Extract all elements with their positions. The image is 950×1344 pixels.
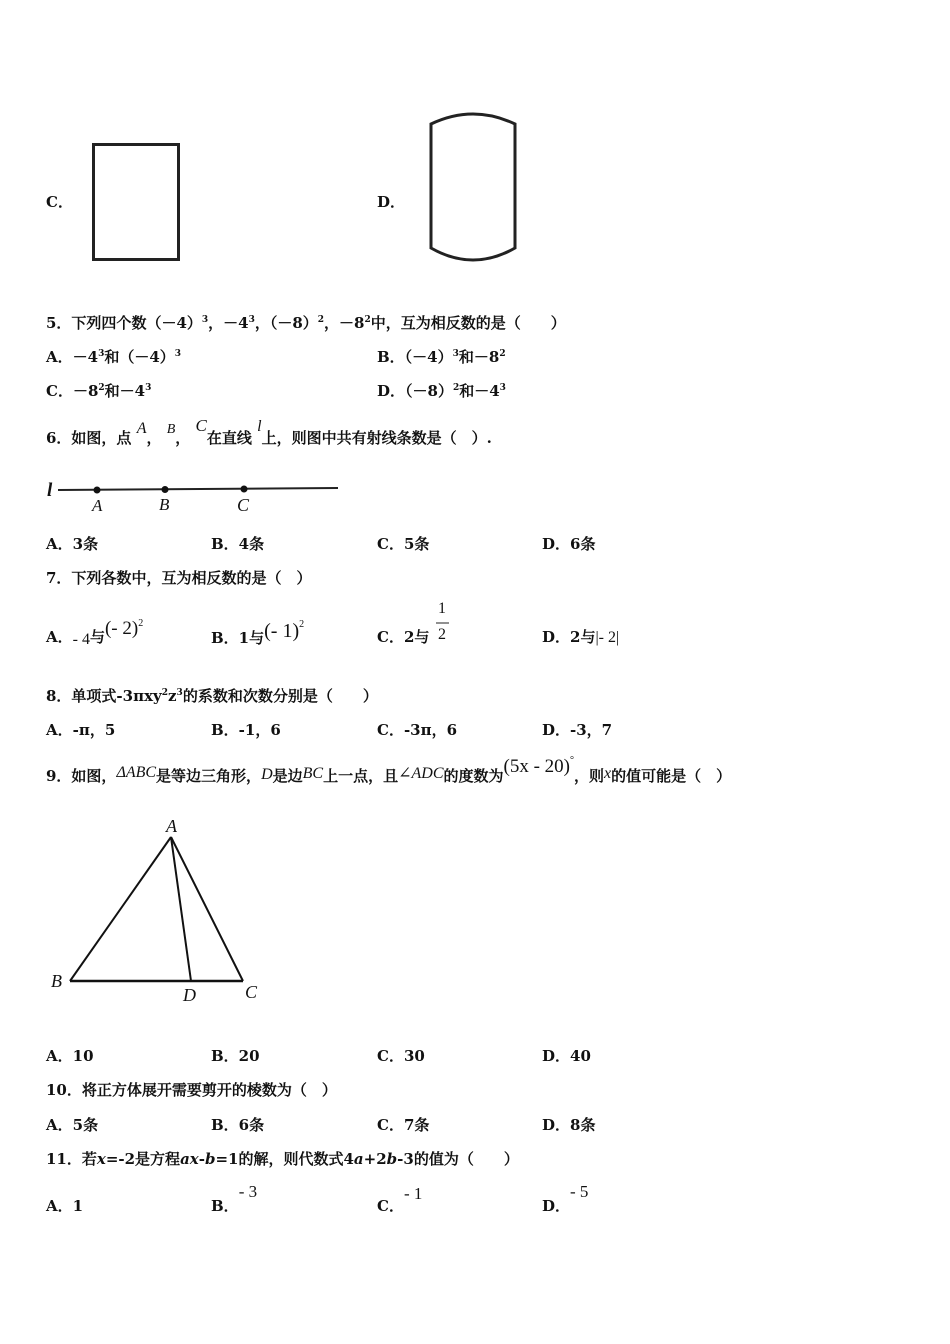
- q5-option-d[interactable]: D．$(-8)^2$和$-4^3$: [377, 382, 506, 400]
- point-d-label: D: [183, 985, 196, 1005]
- q7-option-a[interactable]: A．- 4与(- 2)$^2$: [46, 618, 144, 648]
- q10-option-a[interactable]: A．5条: [46, 1116, 99, 1134]
- question-6-stem: 6．如图，点 A， B， C在直线 l上，则图中共有射线条数是（ ）.: [46, 416, 492, 447]
- q6-option-b[interactable]: B．4条: [211, 535, 265, 553]
- q10-option-d[interactable]: D．8条: [542, 1116, 596, 1134]
- q9-option-a[interactable]: A．10: [46, 1047, 94, 1065]
- question-8-stem: 8．单项式$-3\pi xy^2z^3$的系数和次数分别是（ ）: [46, 687, 378, 705]
- question-7-stem: 7．下列各数中，互为相反数的是（ ）: [46, 569, 312, 587]
- question-10-stem: 10．将正方体展开需要剪开的棱数为（ ）: [46, 1081, 337, 1099]
- q11-option-d[interactable]: D．- 5: [542, 1182, 589, 1215]
- point-a-label: A: [92, 496, 103, 515]
- q5-option-a[interactable]: A．$-4^3$和$(-4)^3$: [46, 348, 182, 366]
- q9-option-d[interactable]: D．40: [542, 1047, 591, 1065]
- point-c-label: C: [237, 495, 250, 515]
- q8-option-d[interactable]: D．-3，7: [542, 721, 613, 739]
- q8-option-a[interactable]: A．-π，5: [46, 721, 116, 739]
- fraction-denominator: 2: [438, 626, 446, 643]
- q6-option-c[interactable]: C．5条: [377, 535, 430, 553]
- line-l-label: l: [47, 480, 53, 501]
- q11-option-c[interactable]: C．- 1: [377, 1184, 423, 1215]
- question-9-stem: 9．如图，ΔABC是等边三角形，D是边BC上一点，且∠ADC的度数为(5x - 20)°，则x的值可能是（ ）: [46, 755, 732, 785]
- fraction-bar: [436, 622, 450, 624]
- option-d-label: D．: [377, 193, 406, 211]
- rectangle-shape-figure: [92, 143, 182, 263]
- q11-option-a[interactable]: A．1: [46, 1197, 84, 1215]
- q6-option-d[interactable]: D．6条: [542, 535, 596, 553]
- question-5-stem: 5．下列四个数$(-4)^3$，$-4^3$，$(-8)^2$，$-8^2$中，互为相反数的是（ ）: [46, 314, 566, 332]
- q7-option-d[interactable]: D．2与|- 2|: [542, 628, 620, 646]
- point-b-label: B: [159, 495, 170, 514]
- q10-option-b[interactable]: B．6条: [211, 1116, 265, 1134]
- option-c-label: C．: [46, 193, 73, 211]
- q11-option-b[interactable]: B．- 3: [211, 1182, 258, 1215]
- line-with-points-figure: [46, 478, 346, 523]
- q7-option-c-label[interactable]: C．2与: [377, 628, 430, 646]
- q8-option-b[interactable]: B．-1，6: [211, 721, 281, 739]
- fraction-numerator: 1: [438, 600, 446, 617]
- vertex-a-label: A: [166, 816, 177, 836]
- q5-option-b[interactable]: B．$(-4)^3$和$-8^2$: [377, 348, 506, 366]
- q9-option-b[interactable]: B．20: [211, 1047, 260, 1065]
- q7-option-b[interactable]: B．1与(- 1)$^2$: [211, 619, 305, 647]
- equilateral-triangle-figure: [60, 830, 260, 990]
- q6-option-a[interactable]: A．3条: [46, 535, 99, 553]
- question-11-stem: 11．若x=-2是方程ax-b=1的解，则代数式4a+2b-3的值为（ ）: [46, 1150, 519, 1168]
- barrel-shape-figure: [426, 112, 521, 267]
- vertex-c-label: C: [245, 982, 258, 1002]
- q5-option-c[interactable]: C．$-8^2$和$-4^3$: [46, 382, 152, 400]
- q10-option-c[interactable]: C．7条: [377, 1116, 430, 1134]
- q9-option-c[interactable]: C．30: [377, 1047, 425, 1065]
- q8-option-c[interactable]: C．-3π，6: [377, 721, 458, 739]
- vertex-b-label: B: [51, 971, 62, 991]
